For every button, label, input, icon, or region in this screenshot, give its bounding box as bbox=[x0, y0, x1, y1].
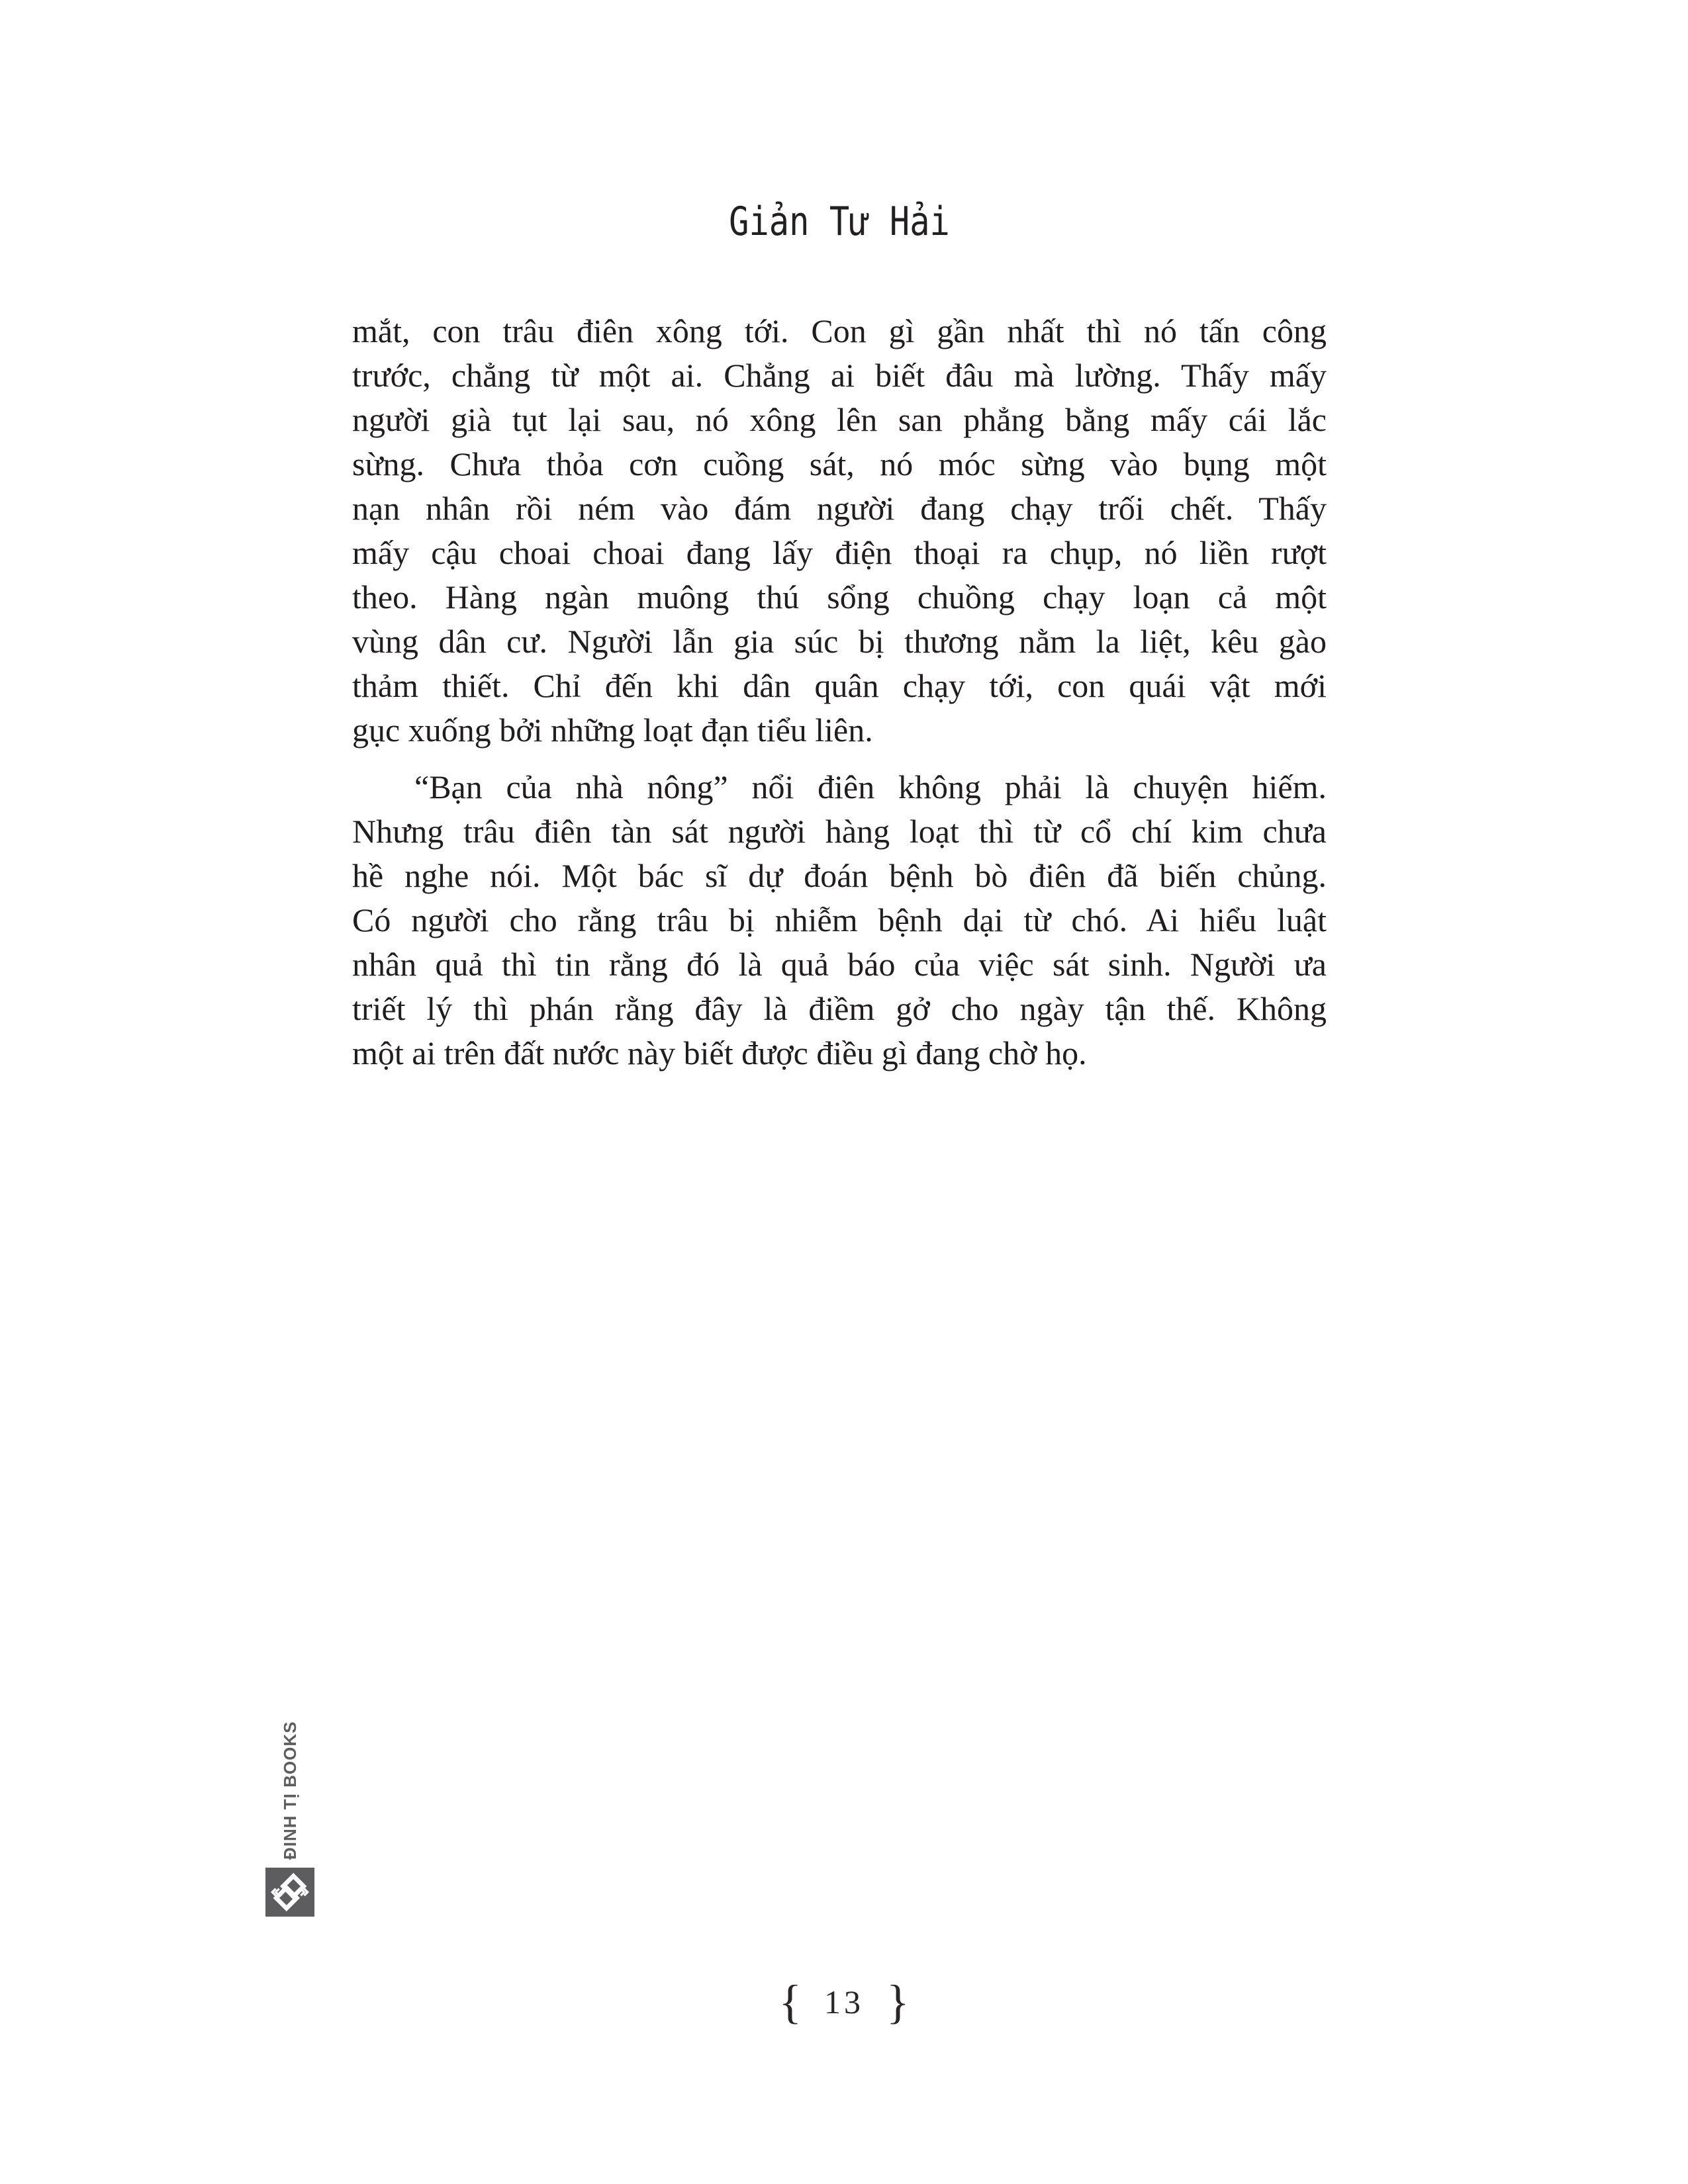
publisher-logo-icon bbox=[265, 1868, 314, 1917]
text-line: gục xuống bởi những loạt đạn tiểu liên. bbox=[352, 711, 873, 749]
text-line: theo. Hàng ngàn muông thú sổng chuồng chạy loạn cả một bbox=[352, 578, 1327, 615]
text-line: nạn nhân rồi ném vào đám người đang chạy trối chết. Thấy bbox=[352, 490, 1327, 527]
text-line: người già tụt lại sau, nó xông lên san phẳng bằng mấy cái lắc bbox=[352, 401, 1327, 438]
text-line: thảm thiết. Chỉ đến khi dân quân chạy tới, con quái vật mới bbox=[352, 667, 1327, 704]
folio-left-brace: { bbox=[778, 1976, 802, 2028]
text-line: triết lý thì phán rằng đây là điềm gở cho ngày tận thế. Không bbox=[352, 990, 1327, 1027]
page-number-folio bbox=[0, 1972, 1688, 2032]
text-line: hề nghe nói. Một bác sĩ dự đoán bệnh bò điên đã biến chủng. bbox=[352, 857, 1327, 894]
text-line: mấy cậu choai choai đang lấy điện thoại ra chụp, nó liền rượt bbox=[352, 534, 1327, 571]
text-line: nhân quả thì tin rằng đó là quả báo của việc sát sinh. Người ưa bbox=[352, 946, 1327, 983]
text-line: sừng. Chưa thỏa cơn cuồng sát, nó móc sừng vào bụng một bbox=[352, 445, 1327, 482]
text-line: Có người cho rằng trâu bị nhiễm bệnh dại từ chó. Ai hiểu luật bbox=[352, 901, 1327, 938]
author-running-head: Giản Tư Hải bbox=[729, 199, 950, 245]
paragraph-1 bbox=[352, 309, 1327, 752]
text-line: một ai trên đất nước này biết được điều gì đang chờ họ. bbox=[352, 1034, 1087, 1071]
text-line: “Bạn của nhà nông” nổi điên không phải là chuyện hiếm. bbox=[414, 768, 1327, 805]
text-line: Nhưng trâu điên tàn sát người hàng loạt thì từ cổ chí kim chưa bbox=[352, 813, 1327, 850]
text-line: trước, chẳng từ một ai. Chẳng ai biết đâu mà lường. Thấy mấy bbox=[352, 357, 1327, 394]
publisher-name-vertical-label: ĐINH TỊ BOOKS bbox=[280, 1721, 300, 1860]
text-line: vùng dân cư. Người lẫn gia súc bị thương nằm la liệt, kêu gào bbox=[352, 623, 1327, 660]
page-number: 13 bbox=[824, 1983, 864, 2021]
folio-right-brace: } bbox=[886, 1976, 910, 2028]
paragraph-2 bbox=[352, 765, 1327, 1075]
text-line: mắt, con trâu điên xông tới. Con gì gần nhất thì nó tấn công bbox=[352, 312, 1327, 349]
body-text-block bbox=[352, 309, 1327, 1075]
